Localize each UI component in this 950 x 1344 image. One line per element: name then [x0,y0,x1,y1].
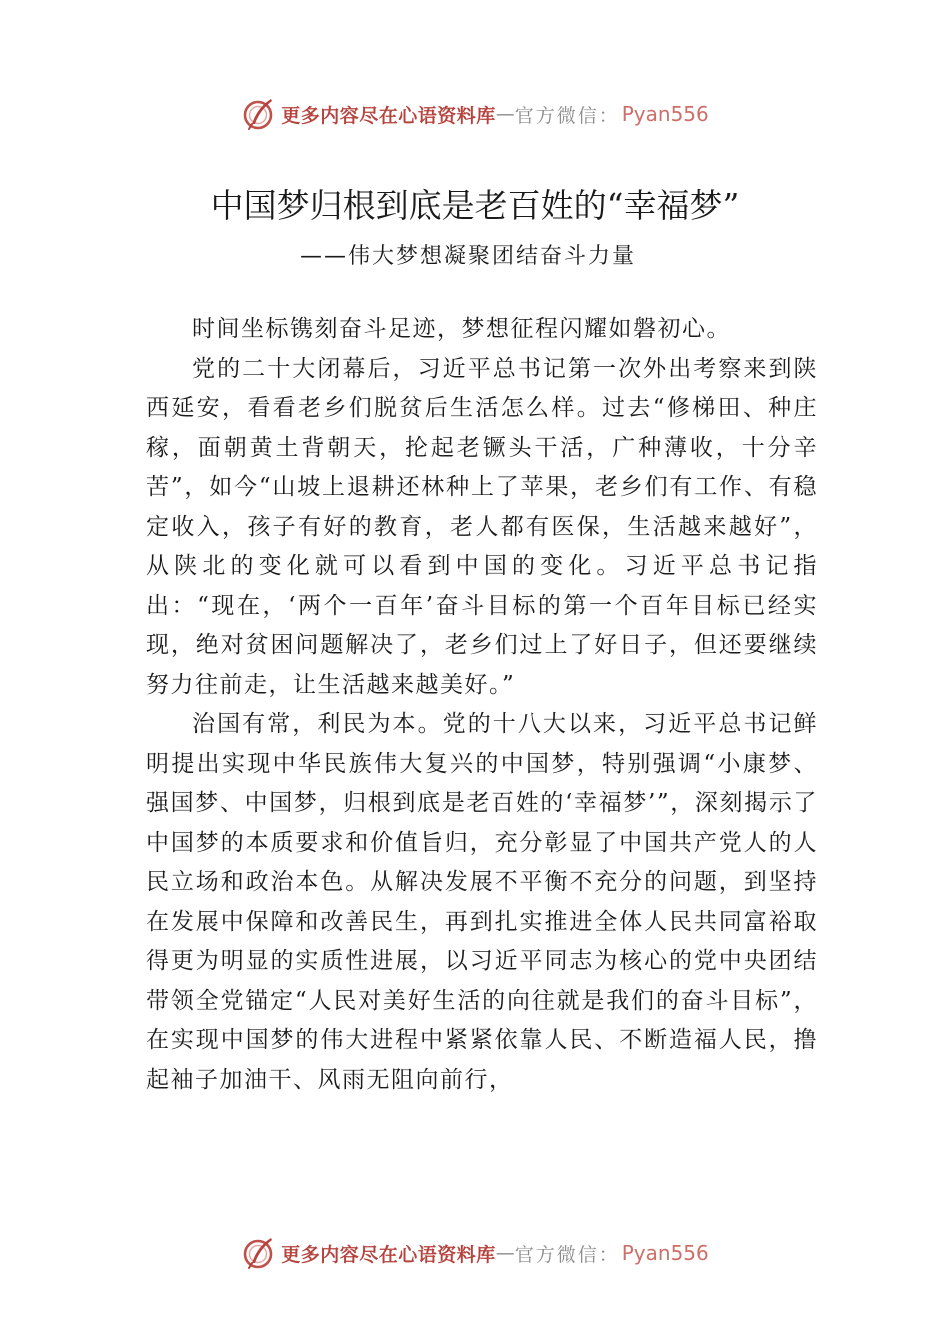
quill-logo-icon [241,96,277,132]
paragraph-2: 党的二十大闭幕后，习近平总书记第一次外出考察来到陕西延安，看看老乡们脱贫后生活怎么样。过去“修梯田、种庄稼，面朝黄土背朝天，抡起老镢头干活，广种薄收，十分辛苦”，如今“山坡上退耕还林种上了苹果，老乡们有工作、有稳定收入，孩子有好的教育，老人都有医保，生活越来越好”，从陕北的变化就可以看到中国的变化。习近平总书记指出：“现在，‘两个一百年’奋斗目标的第一个百年目标已经实现，绝对贫困问题解决了，老乡们过上了好日子，但还要继续努力往前走，让生活越来越美好。” [146,355,818,698]
header-banner [0,94,950,134]
quill-logo-icon [241,1235,277,1271]
document-subtitle: ——伟大梦想凝聚团结奋斗力量 [300,244,637,269]
paragraph-1: 时间坐标镌刻奋斗足迹，梦想征程闪耀如磐初心。 [192,316,731,342]
banner-wechat-label: 官方微信： [514,104,620,127]
banner-wechat-label: 官方微信： [514,1243,620,1266]
banner-wechat-id: Pyan556 [621,1241,709,1265]
banner-brand-text: 更多内容尽在心语资料库 [281,104,496,127]
footer-banner [0,1233,950,1273]
banner-separator: — [495,103,515,125]
paragraph-3: 治国有常，利民为本。党的十八大以来，习近平总书记鲜明提出实现中华民族伟大复兴的中国梦，特别强调“小康梦、强国梦、中国梦，归根到底是老百姓的‘幸福梦’”，深刻揭示了中国梦的本质要求和价值旨归，充分彰显了中国共产党人的人民立场和政治本色。从解决发展不平衡不充分的问题，到坚持在发展中保障和改善民生，再到扎实推进全体人民共同富裕取得更为明显的实质性进展，以习近平同志为核心的党中央团结带领全党锚定“人民对美好生活的向往就是我们的奋斗目标”，在实现中国梦的伟大进程中紧紧依靠人民、不断造福人民，撸起袖子加油干、风雨无阻向前行， [146,711,818,1093]
document-body [146,310,818,1100]
banner-brand-text: 更多内容尽在心语资料库 [281,1243,496,1266]
banner-wechat-id: Pyan556 [621,102,709,126]
document-title: 中国梦归根到底是老百姓的“幸福梦” [210,186,740,225]
banner-separator: — [495,1242,515,1264]
